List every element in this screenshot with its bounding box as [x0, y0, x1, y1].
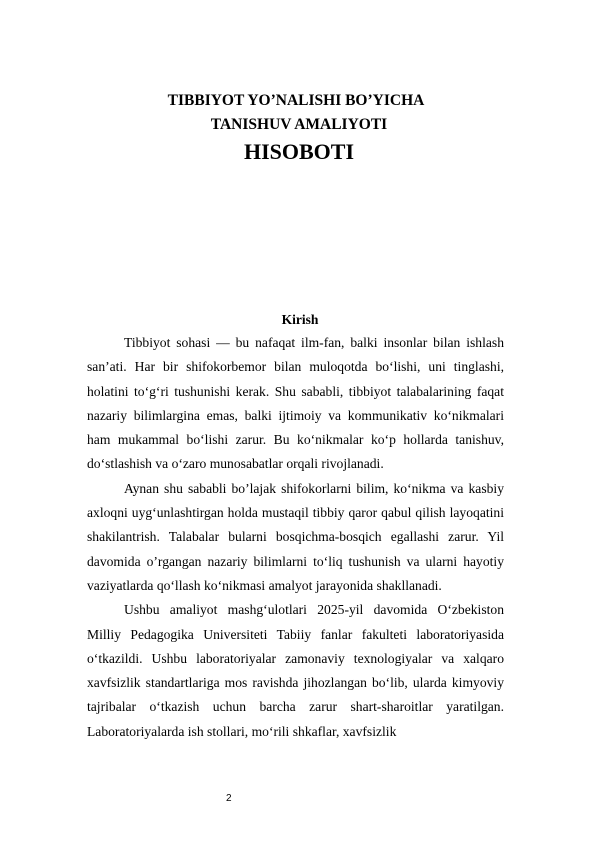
page-number: 2: [226, 793, 232, 804]
section-heading: Kirish: [281, 312, 319, 327]
title-line-3: HISOBOTI: [243, 139, 355, 164]
paragraph: Ushbu amaliyot mashg‘ulotlari 2025-yil davomida O‘zbekiston Milliy Pedagogika Universiteti Tabiiy fanlar fakulteti laboratoriyasida o‘tkazildi. Ushbu laboratoriyalar zamonaviy texnologiyalar va xalqaro xavfsizlik standartlariga mos ravishda jihozlangan bo‘lib, ularda kimyoviy tajribalar o‘tkazish uchun barcha zarur shart-sharoitlar yaratilgan. Laboratoriyalarda ish stollari, mo‘rili shkaflar, xavfsizlik: [87, 602, 504, 739]
paragraph: Aynan shu sababli bo’lajak shifokorlarni bilim, ko‘nikma va kasbiy axloqni uyg‘unlashtirgan holda mustaqil tibbiy qaror qabul qilish layoqatini shakilantrish. Talabalar bularni bosqichma-bosqich egallashi zarur. Yil davomida o’rgangan nazariy bilimlarni to‘liq tushunish va ularni hayotiy vaziyatlarda qo‘llash ko‘nikmasi amalyot jarayonida shakllanadi.: [87, 480, 504, 593]
body-text: [87, 331, 504, 744]
title-line-2: TANISHUV AMALIYOTI: [210, 116, 388, 133]
paragraph: Tibbiyot sohasi — bu nafaqat ilm-fan, balki insonlar bilan ishlash san’ati. Har bir shifokorbemor bilan muloqotda bo‘lishi, uni tinglashi, holatini to‘g‘ri tushunishi kerak. Shu sababli, tibbiyot talabalarining faqat nazariy bilimlargina emas, balki ijtimoiy va kommunikativ ko‘nikmalari ham mukammal bo‘lishi zarur. Bu ko‘nikmalar ko‘p hollarda tanishuv, do‘stlashish va o‘zaro munosabatlar orqali rivojlanadi.: [87, 335, 504, 472]
title-line-1: TIBBIYOT YO’NALISHI BO’YICHA: [167, 92, 425, 109]
